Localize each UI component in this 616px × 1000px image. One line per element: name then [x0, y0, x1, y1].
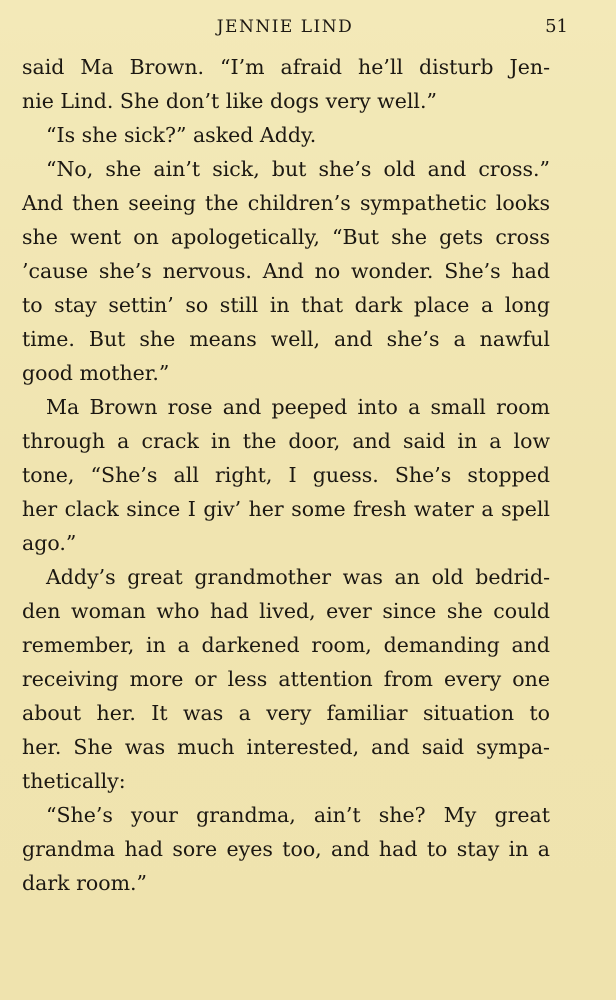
text-line: Ma Brown rose and peeped into a small room [46, 395, 550, 419]
text-line: nie Lind. She don’t like dogs very well.” [22, 89, 437, 113]
text-line: thetically: [22, 769, 126, 793]
text-line: she went on apologetically, “But she gets cross [22, 225, 550, 249]
page-number: 51 [545, 16, 568, 37]
text-line: through a crack in the door, and said in a low [22, 429, 550, 453]
text-line: about her. It was a very familiar situation to [22, 701, 550, 725]
text-line: “She’s your grandma, ain’t she? My great [46, 803, 550, 827]
text-line: to stay settin’ so still in that dark place a long [22, 293, 550, 317]
text-line: grandma had sore eyes too, and had to stay in a [22, 837, 550, 861]
text-line: receiving more or less attention from every one [22, 667, 550, 691]
text-line: her. She was much interested, and said sympa- [22, 735, 550, 759]
text-line: den woman who had lived, ever since she could [22, 599, 550, 623]
text-line: time. But she means well, and she’s a nawful [22, 327, 550, 351]
text-line: “Is she sick?” asked Addy. [46, 123, 317, 147]
running-title: JENNIE LIND [216, 17, 354, 37]
text-line: said Ma Brown. “I’m afraid he’ll disturb Jen- [22, 55, 550, 79]
text-line: remember, in a darkened room, demanding and [22, 633, 550, 657]
text-line: her clack since I giv’ her some fresh water a spell [22, 497, 550, 521]
body-text [22, 50, 550, 900]
running-head [22, 14, 568, 40]
text-line: “No, she ain’t sick, but she’s old and cross.” [46, 157, 550, 181]
text-line: And then seeing the children’s sympathetic looks [22, 191, 550, 215]
text-line: ’cause she’s nervous. And no wonder. She’s had [22, 259, 550, 283]
text-line: tone, “She’s all right, I guess. She’s stopped [22, 463, 550, 487]
text-line: dark room.” [22, 871, 148, 895]
text-line: ago.” [22, 531, 77, 555]
text-line: good mother.” [22, 361, 170, 385]
text-line: Addy’s great grandmother was an old bedrid- [46, 565, 550, 589]
